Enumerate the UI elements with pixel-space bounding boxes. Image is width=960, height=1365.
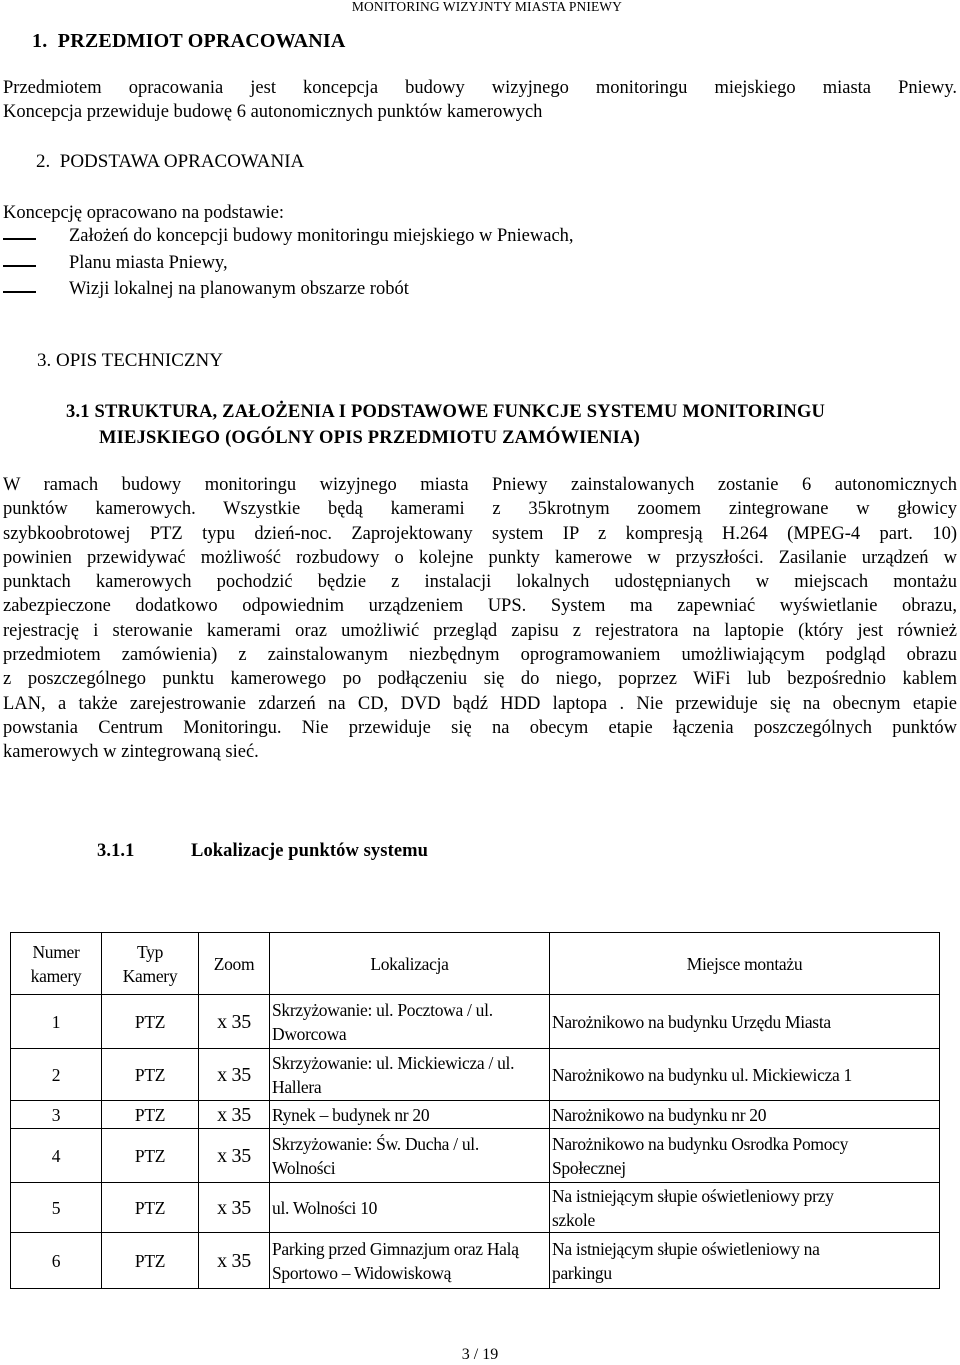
body-line: przedmiotem zamówienia) z zainstalowanym niezbędnym oprogramowaniem umożliwiającym podgląd obrazu <box>3 645 957 666</box>
cell-location <box>270 995 550 1049</box>
section-2-heading: 2. PODSTAWA OPRACOWANIA <box>36 151 305 172</box>
table-row <box>11 1183 940 1233</box>
table-row <box>11 995 940 1049</box>
cell-camera-type: PTZ <box>102 1049 199 1101</box>
cell-line: parkingu <box>552 1262 612 1283</box>
dash-bullet <box>3 265 36 267</box>
cell-line: Na istniejącym słupie oświetleniowy na <box>552 1238 820 1259</box>
list-item-text: Planu miasta Pniewy, <box>69 253 228 273</box>
section-3-heading: 3. OPIS TECHNICZNY <box>37 350 223 371</box>
cell-camera-number: 6 <box>11 1233 102 1289</box>
table-row <box>11 1233 940 1289</box>
table-row <box>11 1129 940 1183</box>
header-cell-zoom: Zoom <box>199 933 270 995</box>
cell-camera-type: PTZ <box>102 1101 199 1129</box>
cell-camera-number: 4 <box>11 1129 102 1183</box>
body-line: W ramach budowy monitoringu wizyjnego miasta Pniewy zainstalowanych zostanie 6 autonomicznych <box>3 475 957 495</box>
body-line: LAN, a także zarejestrowanie zdarzeń na CD, DVD bądź HDD laptopa . Nie przewiduje się na obecnym etapie <box>3 693 957 714</box>
body-line: powinien przewidywać możliwość rozbudowy o kolejne punkty kamerowe w przyszłości. Zasilanie urządzeń w <box>3 547 957 568</box>
body-line: rejestrację i sterowanie kamerami oraz umożliwić przegląd zapisu z rejestratora na laptopie (który jest również <box>3 620 957 641</box>
section-1-paragraph <box>3 76 957 125</box>
section-3-1-body <box>3 473 957 765</box>
cell-camera-number: 5 <box>11 1183 102 1233</box>
cell-line: Społecznej <box>552 1157 626 1178</box>
running-header: MONITORING WIZYJNTY MIASTA PNIEWY <box>351 0 622 14</box>
header-text: Kamery <box>122 965 178 986</box>
paragraph-line: Przedmiotem opracowania jest koncepcja budowy wizyjnego monitoringu miejskiego miasta Pniewy. <box>3 78 957 98</box>
cell-line: Parking przed Gimnazjum oraz Halą <box>272 1238 519 1259</box>
header-text: Numer <box>32 941 80 962</box>
cell-line: Hallera <box>272 1076 322 1097</box>
camera-locations-table <box>10 932 940 1289</box>
paragraph-line: Koncepcja przewiduje budowę 6 autonomicznych punktów kamerowych <box>3 102 543 123</box>
section-3-1-1-number: 3.1.1 <box>97 841 135 861</box>
section-3-1-heading <box>66 399 826 451</box>
cell-line: ul. Wolności 10 <box>272 1197 378 1218</box>
body-line: punktów kamerowych. Wszystkie będą kamerami z 35krotnym zoomem zintegrowane w głowicy <box>3 499 957 520</box>
cell-line: Narożnikowo na budynku nr 20 <box>552 1104 767 1125</box>
list-item-text: Założeń do koncepcji budowy monitoringu miejskiego w Pniewach, <box>69 226 574 246</box>
header-text: Typ <box>136 941 164 962</box>
cell-location <box>270 1183 550 1233</box>
cell-camera-number: 2 <box>11 1049 102 1101</box>
cell-line: Dworcowa <box>272 1023 347 1044</box>
cell-camera-type: PTZ <box>102 1183 199 1233</box>
cell-line: Skrzyżowanie: Św. Ducha / ul. <box>272 1133 479 1154</box>
cell-zoom: x 35 <box>199 1233 270 1289</box>
cell-zoom: x 35 <box>199 1049 270 1101</box>
heading-line: 3.1 STRUKTURA, ZAŁOŻENIA I PODSTAWOWE FUNKCJE SYSTEMU MONITORINGU <box>66 402 826 422</box>
cell-mount-place <box>550 1049 940 1101</box>
cell-camera-type: PTZ <box>102 1129 199 1183</box>
header-cell-location: Lokalizacja <box>270 933 550 995</box>
cell-line: Skrzyżowanie: ul. Pocztowa / ul. <box>272 999 493 1020</box>
header-cell-camera-type <box>102 933 199 995</box>
cell-line: Sportowo – Widowiskową <box>272 1262 452 1283</box>
cell-line: Narożnikowo na budynku Urzędu Miasta <box>552 1011 831 1032</box>
cell-location <box>270 1233 550 1289</box>
cell-mount-place <box>550 995 940 1049</box>
cell-zoom: x 35 <box>199 1183 270 1233</box>
dash-bullet <box>3 291 36 293</box>
dash-bullet <box>3 238 36 240</box>
cell-zoom: x 35 <box>199 995 270 1049</box>
basis-list <box>3 226 903 306</box>
cell-line: szkole <box>552 1209 595 1230</box>
cell-mount-place <box>550 1101 940 1129</box>
table-body <box>11 995 940 1289</box>
body-line: szybkoobrotowej PTZ typu dzień-noc. Zaprojektowany system IP z kompresją H.264 (MPEG-4 part. 10) <box>3 523 957 544</box>
section-2-intro: Koncepcję opracowano na podstawie: <box>3 203 284 223</box>
cell-camera-number: 1 <box>11 995 102 1049</box>
cell-camera-number: 3 <box>11 1101 102 1129</box>
body-line: powstania Centrum Monitoringu. Nie przewiduje się na obecym etapie łączenia poszczególnych punktów <box>3 717 957 738</box>
body-line: zabezpieczone dodatkowo odpowiednim urządzeniem UPS. System ma zapewniać wyświetlanie obrazu, <box>3 596 957 617</box>
header-cell-camera-number <box>11 933 102 995</box>
cell-camera-type: PTZ <box>102 995 199 1049</box>
cell-camera-type: PTZ <box>102 1233 199 1289</box>
list-item-text: Wizji lokalnej na planowanym obszarze robót <box>69 279 409 299</box>
section-3-1-1-title: Lokalizacje punktów systemu <box>191 841 429 861</box>
cell-line: Wolności <box>272 1157 336 1178</box>
cell-location <box>270 1049 550 1101</box>
body-line: kamerowych w zintegrowaną sieć. <box>3 742 259 763</box>
cell-location <box>270 1129 550 1183</box>
cell-mount-place <box>550 1233 940 1289</box>
body-line: z poszczególnego punktu kamerowego po podłączeniu się do niego, poprzez WiFi lub bezpośrednio kablem <box>3 669 957 690</box>
section-1-heading: 1. PRZEDMIOT OPRACOWANIA <box>32 30 346 52</box>
page-number: 3 / 19 <box>461 1346 499 1363</box>
table-header-row <box>11 933 940 995</box>
cell-line: Narożnikowo na budynku Osrodka Pomocy <box>552 1133 849 1154</box>
body-line: punktach kamerowych pochodzić będzie z instalacji lokalnych udostępnianych w miejscach montażu <box>3 572 957 593</box>
cell-zoom: x 35 <box>199 1101 270 1129</box>
table-row <box>11 1101 940 1129</box>
cell-mount-place <box>550 1183 940 1233</box>
cell-location <box>270 1101 550 1129</box>
cell-mount-place <box>550 1129 940 1183</box>
cell-zoom: x 35 <box>199 1129 270 1183</box>
cell-line: Narożnikowo na budynku ul. Mickiewicza 1 <box>552 1064 853 1085</box>
cell-line: Rynek – budynek nr 20 <box>272 1104 430 1125</box>
table-row <box>11 1049 940 1101</box>
header-text: kamery <box>30 965 82 986</box>
cell-line: Skrzyżowanie: ul. Mickiewicza / ul. <box>272 1052 515 1073</box>
cell-line: Na istniejącym słupie oświetleniowy przy <box>552 1185 834 1206</box>
heading-line: MIEJSKIEGO (OGÓLNY OPIS PRZEDMIOTU ZAMÓWIENIA) <box>99 428 640 448</box>
header-cell-mount-place: Miejsce montażu <box>550 933 940 995</box>
